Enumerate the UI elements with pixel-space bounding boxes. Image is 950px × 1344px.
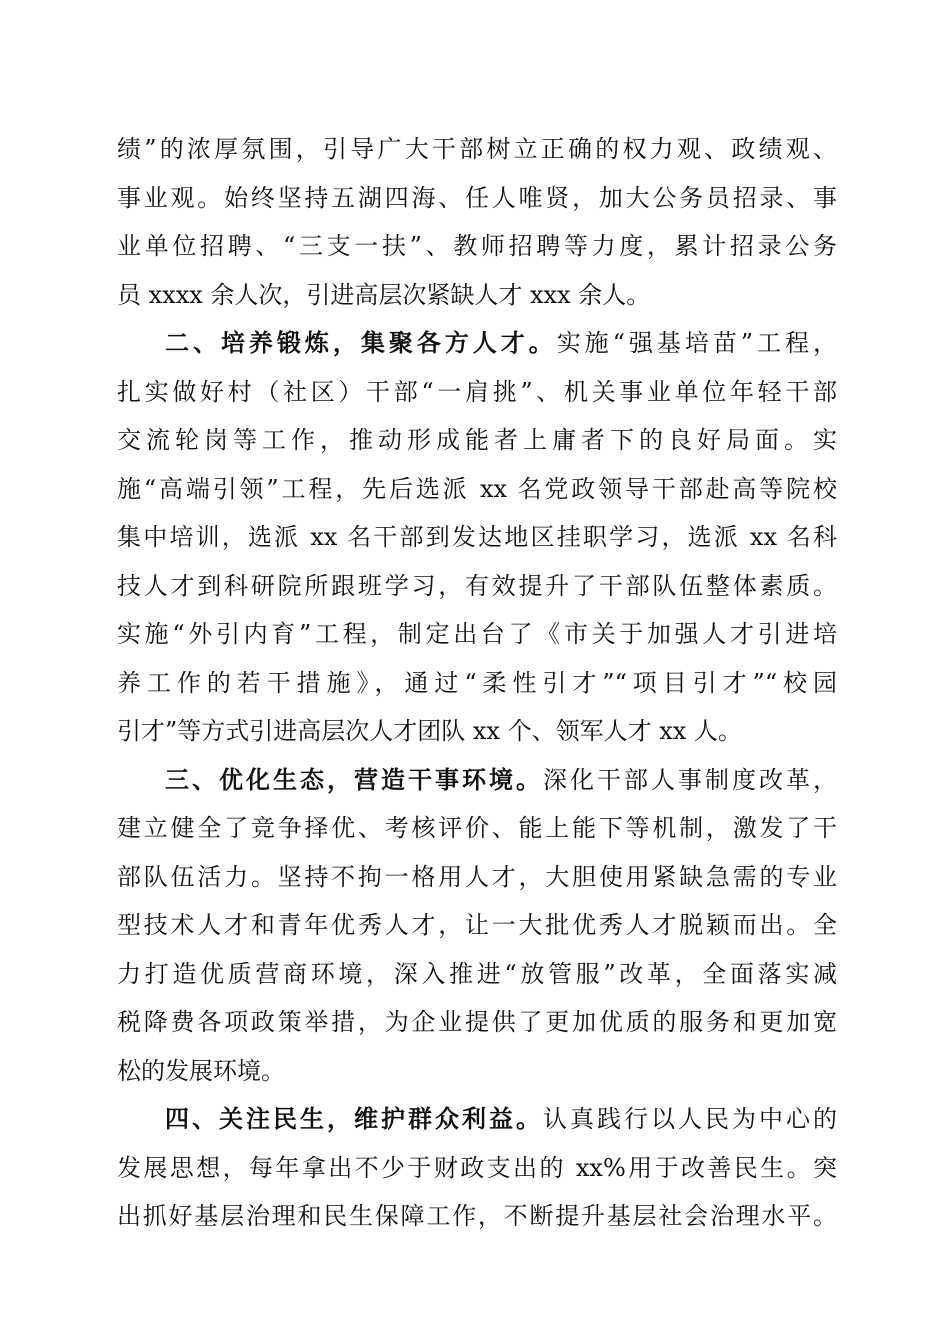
text-span: 实施“强基培苗”工程，: [556, 329, 837, 357]
paragraph-2: [117, 319, 837, 756]
document-page: [117, 125, 837, 1241]
text-line: 养工作的若干措施》，通过“柔性引才”“项目引才”“校园: [117, 668, 837, 697]
section-heading: 三、优化生态，营造干事环境。: [165, 765, 543, 794]
section-heading: 四、关注民生，维护群众利益。: [165, 1105, 543, 1133]
text-line: 扎实做好村（社区）干部“一肩挑”、机关事业单位年轻干部: [117, 377, 837, 406]
text-line: 发展思想，每年拿出不少于财政支出的 xx%用于改善民生。突: [117, 1153, 837, 1182]
text-line: 业单位招聘、“三支一扶”、教师招聘等力度，累计招录公务: [117, 232, 837, 260]
text-line: 税降费各项政策举措，为企业提供了更加优质的服务和更加宽: [117, 1008, 837, 1036]
paragraph-first-line: [117, 756, 837, 805]
paragraph-first-line: [117, 1095, 837, 1144]
text-line: 绩”的浓厚氛围，引导广大干部树立正确的权力观、政绩观、: [117, 135, 837, 163]
text-line: 事业观。始终坚持五湖四海、任人唯贤，加大公务员招录、事: [117, 183, 837, 212]
paragraph-3: [117, 756, 837, 1096]
text-line: 施“高端引领”工程，先后选派 xx 名党政领导干部赴高等院校: [117, 474, 837, 503]
text-line: 技人才到科研院所跟班学习，有效提升了干部队伍整体素质。: [117, 571, 837, 600]
text-line: 松的发展环境。: [117, 1056, 285, 1085]
text-line: 引才”等方式引进高层次人才团队 xx 个、领军人才 xx 人。: [117, 717, 742, 745]
text-line: 实施“外引内育”工程，制定出台了《市关于加强人才引进培: [117, 620, 837, 648]
text-line: 交流轮岗等工作，推动形成能者上庸者下的良好局面。实: [117, 426, 837, 454]
text-line: 员 xxxx 余人次，引进高层次紧缺人才 xxx 余人。: [117, 280, 651, 309]
text-line: 建立健全了竞争择优、考核评价、能上能下等机制，激发了干: [117, 814, 837, 842]
text-span: 认真践行以人民为中心的: [543, 1105, 837, 1133]
paragraph-1: [117, 125, 837, 319]
text-line: 型技术人才和青年优秀人才，让一大批优秀人才脱颖而出。全: [117, 911, 837, 939]
text-line: 集中培训，选派 xx 名干部到发达地区挂职学习，选派 xx 名科: [117, 523, 837, 551]
text-line: 部队伍活力。坚持不拘一格用人才，大胆使用紧缺急需的专业: [117, 862, 837, 891]
section-heading: 二、培养锻炼，集聚各方人才。: [165, 329, 557, 357]
text-line: 出抓好基层治理和民生保障工作，不断提升基层社会治理水平。: [117, 1202, 837, 1230]
paragraph-4: [117, 1095, 837, 1241]
text-span: 深化干部人事制度改革，: [543, 765, 837, 794]
text-line: 力打造优质营商环境，深入推进“放管服”改革，全面落实减: [117, 959, 837, 988]
paragraph-first-line: [117, 319, 837, 368]
